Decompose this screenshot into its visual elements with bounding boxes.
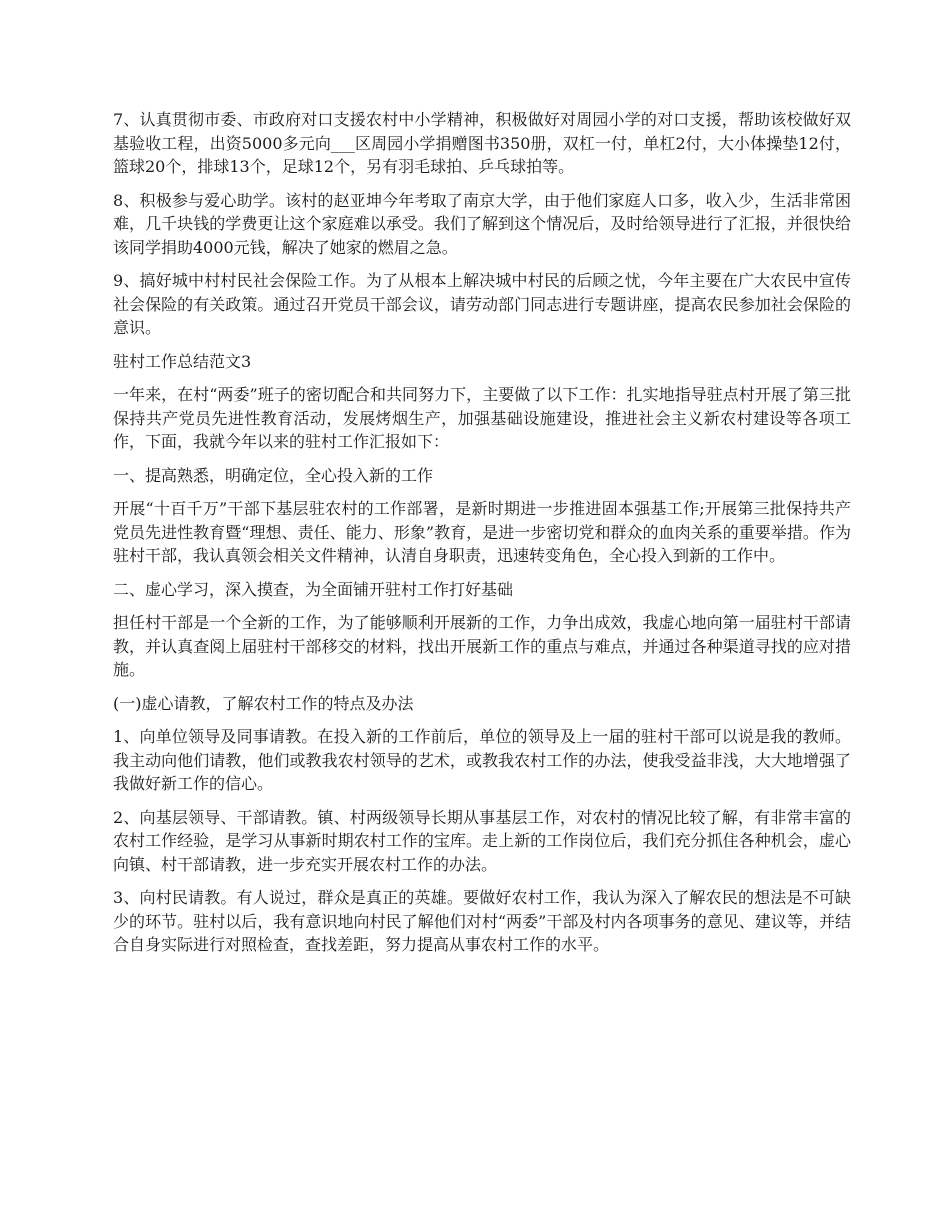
subheading-one: (一)虚心请教，了解农村工作的特点及办法 xyxy=(113,693,414,713)
list-item-3: 3、向村民请教。有人说过，群众是真正的英雄。要做好农村工作，我认为深入了解农民的想法是不可缺少的环节。驻村以后，我有意识地向村民了解他们对村“两委”干部及村内各项事务的意见、建议等，并结合自身实际进行对照检查，查找差距，努力提高从事农村工作的水平。 xyxy=(113,888,851,954)
paragraph-heading-one-body: 开展“十百千万”干部下基层驻农村的工作部署，是新时期进一步推进固本强基工作;开展第三批保持共产党员先进性教育暨“理想、责任、能力、形象”教育，是进一步密切党和群众的血肉关系的重要举措。作为驻村干部，我认真领会相关文件精神，认清自身职责，迅速转变角色，全心投入到新的工作中。 xyxy=(113,499,851,565)
document-body xyxy=(113,108,851,967)
heading-one: 一、提高熟悉，明确定位，全心投入新的工作 xyxy=(113,465,434,485)
heading-two: 二、虚心学习，深入摸查，为全面铺开驻村工作打好基础 xyxy=(113,579,514,599)
paragraph-heading-two-body: 担任村干部是一个全新的工作，为了能够顺利开展新的工作，力争出成效，我虚心地向第一届驻村干部请教，并认真查阅上届驻村干部移交的材料，找出开展新工作的重点与难点，并通过各种渠道寻找的应对措施。 xyxy=(113,613,851,679)
paragraph-item-9: 9、搞好城中村村民社会保险工作。为了从根本上解决城中村民的后顾之忧，今年主要在广大农民中宣传社会保险的有关政策。通过召开党员干部会议，请劳动部门同志进行专题讲座，提高农民参加社会保险的意识。 xyxy=(113,271,851,337)
section-title: 驻村工作总结范文3 xyxy=(113,351,252,371)
paragraph-item-8: 8、积极参与爱心助学。该村的赵亚坤今年考取了南京大学，由于他们家庭人口多，收入少，生活非常困难，几千块钱的学费更让这个家庭难以承受。我们了解到这个情况后，及时给领导进行了汇报，并很快给该同学捐助4000元钱，解决了她家的燃眉之急。 xyxy=(113,190,851,257)
paragraph-item-7: 7、认真贯彻市委、市政府对口支援农村中小学精神，积极做好对周园小学的对口支援，帮助该校做好双基验收工程，出资5000多元向___区周园小学捐赠图书350册，双杠一付，单杠2付，大小体操垫12付，篮球20个，排球13个，足球12个，另有羽毛球拍、乒乓球拍等。 xyxy=(113,110,851,176)
list-item-2: 2、向基层领导、干部请教。镇、村两级领导长期从事基层工作，对农村的情况比较了解，有非常丰富的农村工作经验，是学习从事新时期农村工作的宝库。走上新的工作岗位后，我们充分抓住各种机会，虚心向镇、村干部请教，进一步充实开展农村工作的办法。 xyxy=(113,807,851,874)
list-item-1: 1、向单位领导及同事请教。在投入新的工作前后，单位的领导及上一届的驻村干部可以说是我的教师。我主动向他们请教，他们或教我农村领导的艺术，或教我农村工作的办法，使我受益非浅，大大地增强了我做好新工作的信心。 xyxy=(113,727,851,793)
intro-paragraph: 一年来，在村“两委”班子的密切配合和共同努力下，主要做了以下工作：扎实地指导驻点村开展了第三批保持共产党员先进性教育活动，发展烤烟生产，加强基础设施建设，推进社会主义新农村建设等各项工作，下面，我就今年以来的驻村工作汇报如下： xyxy=(113,385,851,451)
